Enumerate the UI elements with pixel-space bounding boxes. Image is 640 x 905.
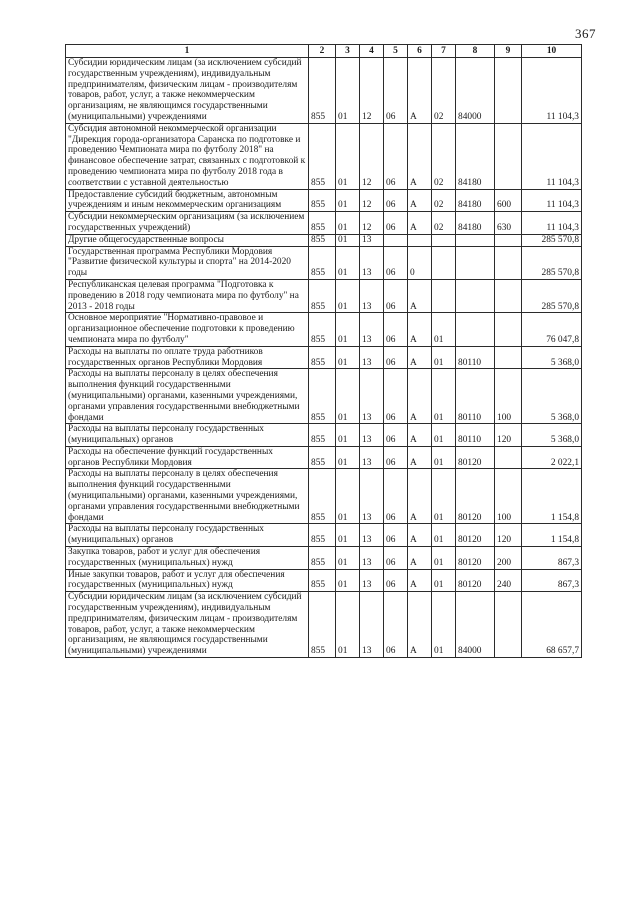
row-description: Государственная программа Республики Мордовия "Развитие физической культуры и спорта" на 2014-2020 годы [66, 246, 309, 279]
row-expense-type [495, 246, 522, 279]
row-amount: 5 368,0 [522, 424, 582, 447]
row-amount: 5 368,0 [522, 369, 582, 424]
row-activity: 01 [432, 446, 456, 469]
row-program [384, 234, 408, 246]
row-admin-code: 855 [309, 424, 336, 447]
row-subprogram: А [408, 469, 432, 524]
row-direction: 80110 [456, 369, 495, 424]
row-subprogram: А [408, 212, 432, 235]
column-header: 3 [336, 45, 360, 58]
row-description: Расходы на выплаты персоналу в целях обеспечения выполнения функций государственными (муниципальными) органами, казенными учреждениями, органами управления государственными внебюджетными фондами [66, 369, 309, 424]
table-row [66, 424, 582, 447]
row-subsection: 13 [360, 234, 384, 246]
table-row [66, 569, 582, 592]
row-admin-code: 855 [309, 123, 336, 189]
row-amount: 1 154,8 [522, 524, 582, 547]
row-expense-type: 100 [495, 469, 522, 524]
row-subprogram: А [408, 592, 432, 658]
row-section: 01 [336, 369, 360, 424]
row-program: 06 [384, 592, 408, 658]
row-amount: 2 022,1 [522, 446, 582, 469]
row-subsection: 13 [360, 469, 384, 524]
table-row [66, 346, 582, 369]
row-activity: 02 [432, 58, 456, 124]
row-direction [456, 279, 495, 312]
row-description: Иные закупки товаров, работ и услуг для обеспечения государственных (муниципальных) нужд [66, 569, 309, 592]
row-section: 01 [336, 313, 360, 346]
row-amount: 867,3 [522, 547, 582, 570]
row-amount: 11 104,3 [522, 58, 582, 124]
row-activity: 01 [432, 547, 456, 570]
row-direction: 80110 [456, 346, 495, 369]
row-section: 01 [336, 279, 360, 312]
row-subsection: 13 [360, 246, 384, 279]
row-admin-code: 855 [309, 58, 336, 124]
row-description: Предоставление субсидий бюджетным, автономным учреждениям и иным некоммерческим организациям [66, 189, 309, 212]
row-expense-type [495, 234, 522, 246]
row-admin-code: 855 [309, 313, 336, 346]
row-admin-code: 855 [309, 592, 336, 658]
row-expense-type: 630 [495, 212, 522, 235]
row-subsection: 12 [360, 123, 384, 189]
row-section: 01 [336, 569, 360, 592]
row-subsection: 13 [360, 547, 384, 570]
column-header: 10 [522, 45, 582, 58]
row-program: 06 [384, 424, 408, 447]
row-activity: 01 [432, 369, 456, 424]
row-subprogram: А [408, 524, 432, 547]
row-program: 06 [384, 469, 408, 524]
table-row [66, 313, 582, 346]
row-amount: 11 104,3 [522, 123, 582, 189]
row-activity: 02 [432, 189, 456, 212]
row-description: Расходы на обеспечение функций государственных органов Республики Мордовия [66, 446, 309, 469]
row-program: 06 [384, 313, 408, 346]
row-subsection: 13 [360, 346, 384, 369]
row-program: 06 [384, 279, 408, 312]
row-activity: 01 [432, 469, 456, 524]
row-expense-type: 240 [495, 569, 522, 592]
row-subsection: 13 [360, 524, 384, 547]
row-description: Субсидии некоммерческим организациям (за исключением государственных учреждений) [66, 212, 309, 235]
row-activity: 01 [432, 424, 456, 447]
row-subprogram: А [408, 569, 432, 592]
row-expense-type [495, 592, 522, 658]
row-subsection: 13 [360, 569, 384, 592]
row-program: 06 [384, 212, 408, 235]
table-row [66, 369, 582, 424]
row-direction: 80120 [456, 469, 495, 524]
row-activity [432, 246, 456, 279]
row-subsection: 13 [360, 592, 384, 658]
row-subprogram: А [408, 346, 432, 369]
row-amount: 285 570,8 [522, 246, 582, 279]
row-description: Другие общегосударственные вопросы [66, 234, 309, 246]
row-subprogram: 0 [408, 246, 432, 279]
row-description: Основное мероприятие "Нормативно-правовое и организационное обеспечение подготовки к проведению чемпионата мира по футболу" [66, 313, 309, 346]
row-expense-type [495, 58, 522, 124]
row-section: 01 [336, 469, 360, 524]
row-activity: 01 [432, 592, 456, 658]
row-expense-type: 100 [495, 369, 522, 424]
row-direction: 84180 [456, 123, 495, 189]
row-admin-code: 855 [309, 547, 336, 570]
header-row [66, 45, 582, 58]
row-activity: 01 [432, 569, 456, 592]
table-row [66, 58, 582, 124]
column-header: 8 [456, 45, 495, 58]
column-header: 6 [408, 45, 432, 58]
row-program: 06 [384, 569, 408, 592]
row-expense-type [495, 346, 522, 369]
row-amount: 76 047,8 [522, 313, 582, 346]
row-program: 06 [384, 58, 408, 124]
row-direction: 80120 [456, 547, 495, 570]
budget-table [65, 44, 582, 658]
row-direction [456, 313, 495, 346]
table-row [66, 234, 582, 246]
table-row [66, 279, 582, 312]
row-description: Субсидии юридическим лицам (за исключением субсидий государственным учреждениям), индивидуальным предпринимателям, физическим лицам - производителям товаров, работ, услуг, а также некоммерческим организациям, не являющимся государственными (муниципальными) учреждениями [66, 58, 309, 124]
row-admin-code: 855 [309, 469, 336, 524]
row-subprogram: А [408, 369, 432, 424]
row-section: 01 [336, 246, 360, 279]
row-program: 06 [384, 524, 408, 547]
row-admin-code: 855 [309, 279, 336, 312]
row-admin-code: 855 [309, 212, 336, 235]
row-amount: 285 570,8 [522, 234, 582, 246]
row-subsection: 13 [360, 279, 384, 312]
row-amount: 867,3 [522, 569, 582, 592]
row-subprogram [408, 234, 432, 246]
row-activity: 02 [432, 123, 456, 189]
row-admin-code: 855 [309, 524, 336, 547]
row-expense-type [495, 123, 522, 189]
row-direction: 80110 [456, 424, 495, 447]
row-section: 01 [336, 524, 360, 547]
row-activity: 01 [432, 524, 456, 547]
row-admin-code: 855 [309, 189, 336, 212]
row-activity: 01 [432, 313, 456, 346]
row-amount: 11 104,3 [522, 212, 582, 235]
row-amount: 285 570,8 [522, 279, 582, 312]
row-subprogram: А [408, 446, 432, 469]
row-amount: 68 657,7 [522, 592, 582, 658]
column-header: 7 [432, 45, 456, 58]
row-description: Закупка товаров, работ и услуг для обеспечения государственных (муниципальных) нужд [66, 547, 309, 570]
row-amount: 11 104,3 [522, 189, 582, 212]
row-expense-type: 200 [495, 547, 522, 570]
row-subprogram: А [408, 58, 432, 124]
row-subprogram: А [408, 547, 432, 570]
row-direction: 80120 [456, 524, 495, 547]
row-section: 01 [336, 424, 360, 447]
row-description: Расходы на выплаты по оплате труда работников государственных органов Республики Мордовия [66, 346, 309, 369]
row-subsection: 13 [360, 313, 384, 346]
table-row [66, 123, 582, 189]
table-row [66, 246, 582, 279]
row-subprogram: А [408, 189, 432, 212]
row-activity: 01 [432, 346, 456, 369]
table-row [66, 547, 582, 570]
row-expense-type: 120 [495, 524, 522, 547]
page-number: 367 [575, 26, 596, 41]
row-expense-type: 120 [495, 424, 522, 447]
row-section: 01 [336, 446, 360, 469]
row-section: 01 [336, 212, 360, 235]
row-direction: 80120 [456, 446, 495, 469]
row-subprogram: А [408, 313, 432, 346]
row-program: 06 [384, 446, 408, 469]
row-direction: 84180 [456, 212, 495, 235]
row-section: 01 [336, 123, 360, 189]
row-program: 06 [384, 369, 408, 424]
row-admin-code: 855 [309, 369, 336, 424]
row-description: Расходы на выплаты персоналу государственных (муниципальных) органов [66, 524, 309, 547]
table-row [66, 592, 582, 658]
row-direction: 80120 [456, 569, 495, 592]
row-description: Субсидии юридическим лицам (за исключением субсидий государственным учреждениям), индивидуальным предпринимателям, физическим лицам - производителям товаров, работ, услуг, а также некоммерческим организациям, не являющимся государственными (муниципальными) учреждениями [66, 592, 309, 658]
row-expense-type: 600 [495, 189, 522, 212]
row-subprogram: А [408, 123, 432, 189]
row-subsection: 12 [360, 212, 384, 235]
row-direction: 84000 [456, 58, 495, 124]
row-program: 06 [384, 123, 408, 189]
row-admin-code: 855 [309, 246, 336, 279]
column-header: 9 [495, 45, 522, 58]
row-expense-type [495, 279, 522, 312]
row-subsection: 13 [360, 424, 384, 447]
row-subprogram: А [408, 424, 432, 447]
row-description: Расходы на выплаты персоналу в целях обеспечения выполнения функций государственными (муниципальными) органами, казенными учреждениями, органами управления государственными внебюджетными фондами [66, 469, 309, 524]
row-expense-type [495, 313, 522, 346]
row-expense-type [495, 446, 522, 469]
row-program: 06 [384, 547, 408, 570]
row-description: Республиканская целевая программа "Подготовка к проведению в 2018 году чемпионата мира по футболу" на 2013 - 2018 годы [66, 279, 309, 312]
row-description: Расходы на выплаты персоналу государственных (муниципальных) органов [66, 424, 309, 447]
row-subprogram: А [408, 279, 432, 312]
row-admin-code: 855 [309, 346, 336, 369]
column-header: 5 [384, 45, 408, 58]
table-row [66, 524, 582, 547]
row-section: 01 [336, 547, 360, 570]
table-row [66, 446, 582, 469]
row-direction [456, 246, 495, 279]
row-admin-code: 855 [309, 234, 336, 246]
table-body [66, 58, 582, 658]
row-activity [432, 279, 456, 312]
row-description: Субсидия автономной некоммерческой организации "Дирекция города-организатора Саранска по подготовке и проведению Чемпионата мира по футболу 2018" на финансовое обеспечение затрат, связанных с подготовкой к проведению чемпионата мира по футболу 2018 года в соответствии с уставной деятельностью [66, 123, 309, 189]
row-admin-code: 855 [309, 569, 336, 592]
column-header: 1 [66, 45, 309, 58]
row-section: 01 [336, 58, 360, 124]
row-subsection: 13 [360, 369, 384, 424]
row-admin-code: 855 [309, 446, 336, 469]
row-subsection: 12 [360, 58, 384, 124]
row-amount: 1 154,8 [522, 469, 582, 524]
row-subsection: 13 [360, 446, 384, 469]
row-subsection: 12 [360, 189, 384, 212]
row-direction: 84180 [456, 189, 495, 212]
row-section: 01 [336, 234, 360, 246]
row-program: 06 [384, 346, 408, 369]
row-activity: 02 [432, 212, 456, 235]
table-row [66, 212, 582, 235]
column-header: 4 [360, 45, 384, 58]
row-program: 06 [384, 246, 408, 279]
row-section: 01 [336, 346, 360, 369]
row-section: 01 [336, 592, 360, 658]
row-amount: 5 368,0 [522, 346, 582, 369]
row-section: 01 [336, 189, 360, 212]
row-activity [432, 234, 456, 246]
row-direction [456, 234, 495, 246]
table-row [66, 469, 582, 524]
column-header: 2 [309, 45, 336, 58]
row-program: 06 [384, 189, 408, 212]
table-row [66, 189, 582, 212]
row-direction: 84000 [456, 592, 495, 658]
